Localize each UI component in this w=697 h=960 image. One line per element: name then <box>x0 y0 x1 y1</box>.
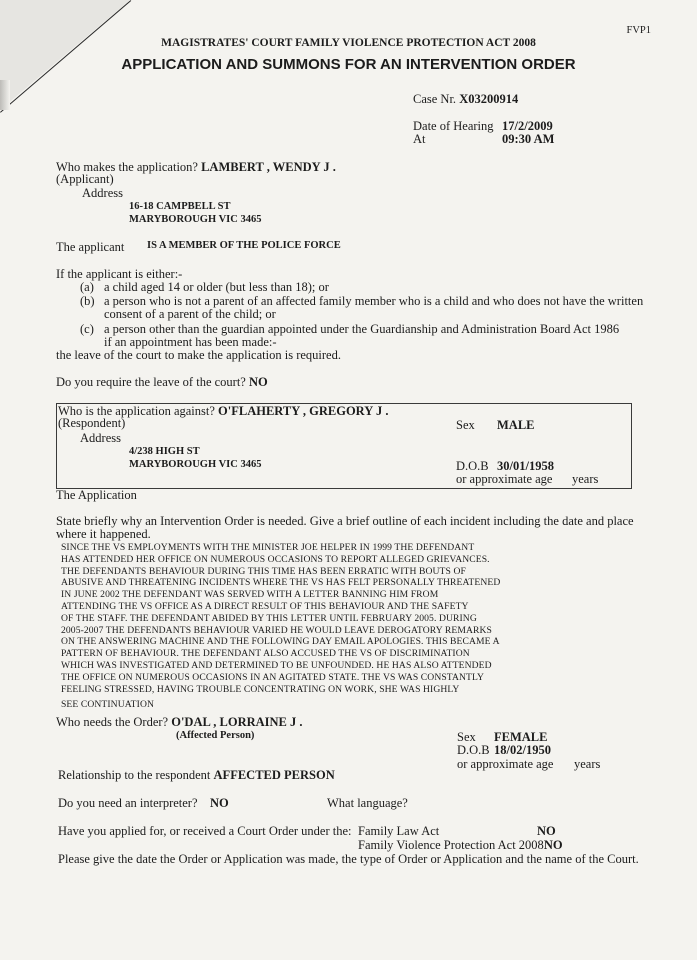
leave-answer: NO <box>248 375 268 389</box>
story-line: OF THE STAFF. THE DEFENDANT ABIDED BY THIS LETTER UNTIL FEBRUARY 2005. DURING <box>61 612 477 624</box>
hearing-date-label: Date of Hearing <box>413 119 494 133</box>
story-line: SINCE THE VS EMPLOYMENTS WITH THE MINISTER JOE HELPER IN 1999 THE DEFENDANT <box>61 542 475 553</box>
case-value: X03200914 <box>459 92 519 106</box>
respondent-address-label: Address <box>80 431 121 445</box>
affected-dob: 18/02/1950 <box>494 743 551 757</box>
act-title: MAGISTRATES' COURT FAMILY VIOLENCE PROTECTION ACT 2008 <box>161 37 536 49</box>
applicant-address-line2: MARYBOROUGH VIC 3465 <box>129 214 262 225</box>
leave-intro: If the applicant is either:- <box>56 267 183 281</box>
applicant-name: LAMBERT , WENDY J . <box>201 160 336 174</box>
case-label: Case Nr. <box>413 92 457 106</box>
hearing-time: 09:30 AM <box>502 132 555 146</box>
respondent-sex: MALE <box>497 418 535 432</box>
affected-role: (Affected Person) <box>176 730 255 741</box>
hearing-at-label: At <box>413 132 426 146</box>
incident-story <box>61 542 500 695</box>
applicant-status: IS A MEMBER OF THE POLICE FORCE <box>147 240 341 251</box>
applicant-address-label: Address <box>82 186 123 200</box>
leave-item-b-text: a person who is not a parent of an affected family member who is a child and who does not have the written <box>104 294 644 308</box>
story-line: ABUSIVE AND THREATENING INCIDENTS WHERE THE VS HAS FELT PERSONALLY THREATENED <box>61 577 501 589</box>
respondent-age-label: or approximate age <box>456 472 553 486</box>
relationship-label: Relationship to the respondent <box>58 768 211 782</box>
story-line: FEELING STRESSED, HAVING TROUBLE CONCENTRATING ON WORK, SHE WAS HIGHLY <box>61 683 460 695</box>
respondent-name: O'FLAHERTY , GREGORY J . <box>218 404 389 418</box>
leave-item-c-cont: if an appointment has been made:- <box>104 335 277 349</box>
affected-question: Who needs the Order? <box>56 715 169 729</box>
respondent-dob: 30/01/1958 <box>497 459 554 473</box>
application-instruction-line1: State briefly why an Intervention Order is needed. Give a brief outline of each incident including the date and place <box>56 514 634 528</box>
affected-sex: FEMALE <box>494 730 548 744</box>
leave-item-c-text: a person other than the guardian appointed under the Guardianship and Administration Board Act 1986 <box>104 322 620 336</box>
affected-years-label: years <box>574 757 601 771</box>
story-line: THE DEFENDANTS BEHAVIOUR DURING THIS TIME HAS BEEN ERRATIC WITH BOUTS OF <box>61 565 466 577</box>
order-details-prompt: Please give the date the Order or Application was made, the type of Order or Application and the name of the Court. <box>58 852 639 866</box>
leave-item-c-marker: (c) <box>80 322 94 336</box>
affected-dob-label: D.O.B <box>457 743 490 757</box>
story-line: WHICH WAS INVESTIGATED AND DETERMINED TO BE UNFOUNDED. HE HAS ALSO ATTENDED <box>61 659 492 671</box>
applicant-status-label: The applicant <box>56 240 125 254</box>
affected-age-label: or approximate age <box>457 757 554 771</box>
family-law-act-answer: NO <box>537 824 556 838</box>
applicant-question: Who makes the application? <box>56 160 198 174</box>
interpreter-answer: NO <box>210 796 229 810</box>
leave-outro: the leave of the court to make the application is required. <box>56 348 341 362</box>
leave-item-b-cont: consent of a parent of the child; or <box>104 307 276 321</box>
story-line: HAS ATTENDED HER OFFICE ON NUMEROUS OCCASIONS TO REPORT ALLEGED GRIEVANCES. <box>61 553 490 565</box>
leave-item-b-marker: (b) <box>80 294 95 308</box>
story-line: IN JUNE 2002 THE DEFENDANT WAS SERVED WITH A LETTER BANNING HIM FROM <box>61 589 439 601</box>
respondent-address-line2: MARYBOROUGH VIC 3465 <box>129 459 262 470</box>
affected-name: O'DAL , LORRAINE J . <box>171 715 303 729</box>
respondent-dob-label: D.O.B <box>456 459 489 473</box>
main-title: APPLICATION AND SUMMONS FOR AN INTERVENTION ORDER <box>121 56 576 73</box>
case-number <box>413 92 518 107</box>
respondent-address-line1: 4/238 HIGH ST <box>129 446 200 457</box>
story-line: 2005-2007 THE DEFENDANTS BEHAVIOUR VARIED HE WOULD LEAVE DEROGATORY REMARKS <box>61 624 492 636</box>
application-instruction-line2: where it happened. <box>56 527 151 541</box>
respondent-question: Who is the application against? <box>58 404 215 418</box>
see-continuation: SEE CONTINUATION <box>61 699 154 710</box>
court-order-question: Have you applied for, or received a Court Order under the: <box>58 824 352 838</box>
story-line: PATTERN OF BEHAVIOUR. THE DEFENDANT ALSO ACCUSED THE VS OF DISCRIMINATION <box>61 648 470 660</box>
applicant-address-line1: 16-18 CAMPBELL ST <box>129 201 231 212</box>
affected-sex-label: Sex <box>457 730 476 744</box>
language-label: What language? <box>327 796 408 810</box>
leave-item-a-marker: (a) <box>80 280 94 294</box>
fvpa-answer: NO <box>543 838 563 852</box>
respondent-role: (Respondent) <box>58 416 126 430</box>
leave-question-line <box>56 375 268 390</box>
fvpa-label: Family Violence Protection Act 2008 <box>358 838 544 852</box>
affected-line <box>56 715 303 730</box>
relationship-value: AFFECTED PERSON <box>213 768 335 782</box>
family-law-act-label: Family Law Act <box>358 824 440 838</box>
story-line: ATTENDING THE VS OFFICE AS A DIRECT RESULT OF THIS BEHAVIOUR AND THE SAFETY <box>61 600 469 612</box>
fold-shadow <box>0 80 10 110</box>
application-heading: The Application <box>56 488 137 502</box>
respondent-years-label: years <box>572 472 599 486</box>
form-code: FVP1 <box>626 25 651 36</box>
applicant-role: (Applicant) <box>56 172 114 186</box>
leave-question: Do you require the leave of the court? <box>56 375 246 389</box>
relationship-line <box>58 768 335 783</box>
interpreter-question: Do you need an interpreter? <box>58 796 198 810</box>
respondent-sex-label: Sex <box>456 418 475 432</box>
fvpa-label-line <box>358 838 563 853</box>
leave-item-a-text: a child aged 14 or older (but less than 18); or <box>104 280 329 294</box>
hearing-date: 17/2/2009 <box>502 119 553 133</box>
story-line: THE OFFICE ON NUMEROUS OCCASIONS IN AN AGITATED STATE. THE VS WAS CONSTANTLY <box>61 671 485 683</box>
story-line: ON THE ANSWERING MACHINE AND THE FOLLOWING DAY EMAIL APOLOGIES. THIS BECAME A <box>61 636 500 648</box>
